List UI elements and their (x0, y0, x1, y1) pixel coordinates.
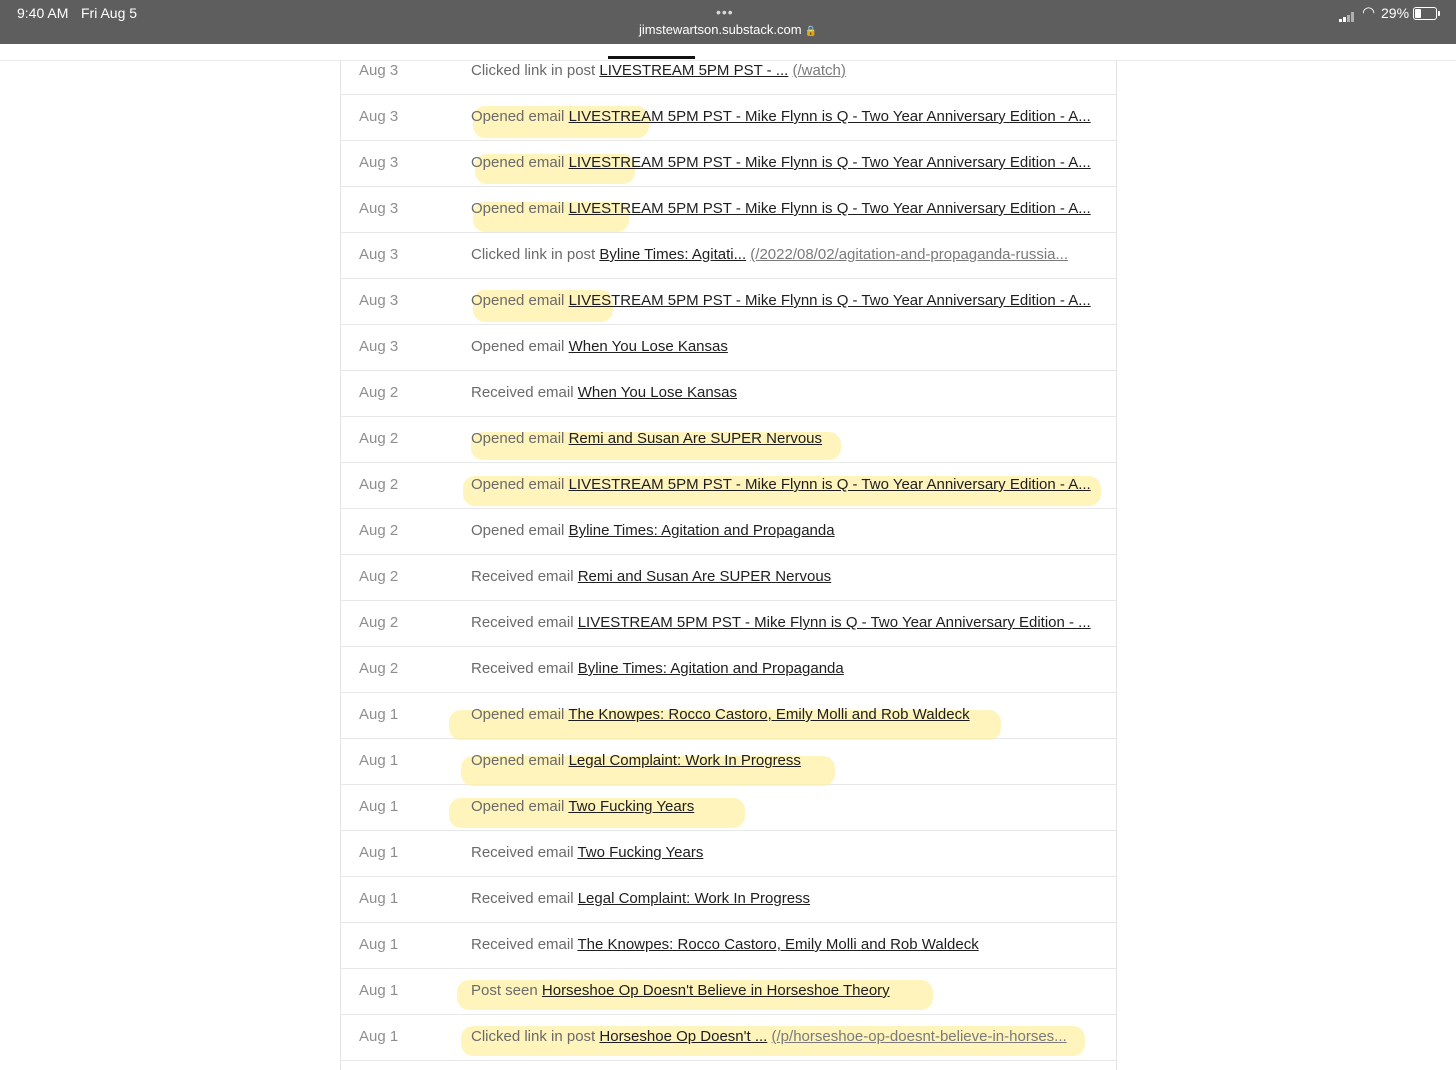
activity-date: Aug 1 (359, 706, 399, 723)
activity-path-link[interactable]: (/watch) (792, 62, 846, 79)
activity-title-link[interactable]: LIVESTREAM 5PM PST - Mike Flynn is Q - Two Year Anniversary Edition - A... (568, 292, 1091, 309)
cellular-signal-icon (1339, 12, 1357, 22)
activity-date: Aug 3 (359, 292, 399, 309)
activity-description (471, 186, 1099, 232)
activity-row (341, 278, 1116, 325)
activity-action: Opened email (471, 338, 565, 355)
activity-date: Aug 1 (359, 1028, 399, 1045)
activity-title-link[interactable]: LIVESTREAM 5PM PST - Mike Flynn is Q - Two Year Anniversary Edition - A... (568, 108, 1091, 125)
activity-action: Received email (471, 568, 574, 585)
activity-date: Aug 2 (359, 568, 399, 585)
activity-title-link[interactable]: Byline Times: Agitation and Propaganda (568, 522, 835, 539)
activity-row (341, 416, 1116, 463)
wifi-icon: ◠ (1362, 4, 1376, 21)
activity-action: Received email (471, 936, 574, 953)
activity-action: Clicked link in post (471, 62, 596, 79)
address-bar[interactable] (0, 22, 1456, 37)
activity-date: Aug 1 (359, 844, 399, 861)
activity-row (341, 692, 1116, 739)
activity-action: Clicked link in post (471, 246, 596, 263)
activity-row (341, 876, 1116, 923)
activity-row (341, 140, 1116, 187)
activity-action: Opened email (471, 752, 565, 769)
activity-action: Opened email (471, 430, 565, 447)
status-time: 9:40 AM (17, 5, 69, 21)
activity-path-link[interactable]: (/p/horseshoe-op-doesnt-believe-in-horses... (771, 1028, 1067, 1045)
activity-action: Opened email (471, 476, 565, 493)
browser-status-bar (0, 0, 1456, 44)
activity-action: Post seen (471, 982, 538, 999)
activity-row (341, 508, 1116, 555)
activity-date: Aug 1 (359, 982, 399, 999)
activity-date: Aug 1 (359, 752, 399, 769)
activity-description (471, 48, 1099, 94)
activity-description (471, 278, 1099, 324)
activity-row (341, 94, 1116, 141)
activity-date: Aug 3 (359, 62, 399, 79)
activity-row (341, 324, 1116, 371)
activity-row (341, 232, 1116, 279)
activity-row (341, 462, 1116, 509)
activity-date: Aug 2 (359, 476, 399, 493)
activity-title-link[interactable]: Horseshoe Op Doesn't Believe in Horseshoe Theory (541, 982, 890, 999)
activity-date: Aug 2 (359, 522, 399, 539)
activity-title-link[interactable]: When You Lose Kansas (577, 384, 738, 401)
activity-path-link[interactable]: (/2022/08/02/agitation-and-propaganda-russia... (750, 246, 1069, 263)
activity-title-link[interactable]: When You Lose Kansas (568, 338, 728, 355)
activity-description (471, 876, 1099, 922)
activity-description (471, 738, 1099, 784)
battery-icon (1413, 7, 1437, 20)
activity-action: Received email (471, 844, 574, 861)
activity-title-link[interactable]: Two Fucking Years (568, 798, 695, 815)
activity-action: Received email (471, 384, 574, 401)
activity-description (471, 646, 1099, 692)
activity-description (471, 508, 1099, 554)
activity-row (341, 646, 1116, 693)
activity-date: Aug 3 (359, 154, 399, 171)
activity-title-link[interactable]: LIVESTREAM 5PM PST - Mike Flynn is Q - Two Year Anniversary Edition - A... (568, 154, 1091, 171)
activity-title-link[interactable]: Legal Complaint: Work In Progress (568, 752, 801, 769)
status-date: Fri Aug 5 (81, 5, 138, 21)
activity-row (341, 600, 1116, 647)
activity-description (471, 692, 1099, 738)
activity-date: Aug 2 (359, 430, 399, 447)
activity-title-link[interactable]: LIVESTREAM 5PM PST - Mike Flynn is Q - Two Year Anniversary Edition - A... (568, 476, 1091, 493)
activity-action: Opened email (471, 292, 565, 309)
activity-description (471, 968, 1099, 1014)
activity-date: Aug 2 (359, 384, 399, 401)
battery-percent: 29% (1381, 5, 1410, 21)
activity-title-link[interactable]: Two Fucking Years (577, 844, 704, 861)
activity-date: Aug 3 (359, 246, 399, 263)
activity-title-link[interactable]: LIVESTREAM 5PM PST - Mike Flynn is Q - Two Year Anniversary Edition - A... (568, 200, 1091, 217)
activity-title-link[interactable]: Byline Times: Agitati... (599, 246, 747, 263)
activity-title-link[interactable]: Horseshoe Op Doesn't ... (599, 1028, 768, 1045)
activity-action: Received email (471, 890, 574, 907)
activity-description (471, 600, 1099, 646)
activity-row (341, 968, 1116, 1015)
activity-action: Opened email (471, 200, 565, 217)
activity-title-link[interactable]: The Knowpes: Rocco Castoro, Emily Molli and Rob Waldeck (568, 706, 970, 723)
activity-row (341, 1014, 1116, 1061)
activity-date: Aug 2 (359, 660, 399, 677)
activity-action: Opened email (471, 706, 565, 723)
activity-date: Aug 3 (359, 108, 399, 125)
activity-description (471, 830, 1099, 876)
activity-row (341, 370, 1116, 417)
activity-description (471, 324, 1099, 370)
activity-action: Opened email (471, 798, 565, 815)
activity-description (471, 94, 1099, 140)
activity-description (471, 370, 1099, 416)
activity-date: Aug 1 (359, 936, 399, 953)
activity-description (471, 922, 1099, 968)
url-text: jimstewartson.substack.com (638, 22, 802, 37)
activity-description (471, 232, 1099, 278)
activity-title-link[interactable]: Remi and Susan Are SUPER Nervous (568, 430, 823, 447)
activity-action: Opened email (471, 522, 565, 539)
activity-description (471, 416, 1099, 462)
activity-description (471, 140, 1099, 186)
activity-date: Aug 1 (359, 890, 399, 907)
activity-action: Opened email (471, 108, 565, 125)
activity-date: Aug 3 (359, 338, 399, 355)
activity-description (471, 1014, 1099, 1060)
activity-row (341, 186, 1116, 233)
activity-action: Received email (471, 660, 574, 677)
activity-title-link[interactable]: LIVESTREAM 5PM PST - ... (599, 62, 789, 79)
activity-description (471, 784, 1099, 830)
activity-row (341, 738, 1116, 785)
activity-title-link[interactable]: LIVESTREAM 5PM PST - Mike Flynn is Q - Two Year Anniversary Edition - ... (577, 614, 1091, 631)
activity-date: Aug 2 (359, 614, 399, 631)
activity-row (341, 830, 1116, 877)
activity-row (341, 922, 1116, 969)
activity-title-link[interactable]: Legal Complaint: Work In Progress (577, 890, 811, 907)
activity-title-link[interactable]: Byline Times: Agitation and Propaganda (577, 660, 844, 677)
activity-date: Aug 1 (359, 798, 399, 815)
activity-row (341, 48, 1116, 95)
activity-description (471, 554, 1099, 600)
activity-action: Received email (471, 614, 574, 631)
activity-row (341, 784, 1116, 831)
activity-action: Clicked link in post (471, 1028, 596, 1045)
multitasking-dots-icon[interactable]: ••• (716, 4, 734, 20)
activity-action: Opened email (471, 154, 565, 171)
lock-icon: 🔒 (804, 26, 817, 37)
activity-title-link[interactable]: The Knowpes: Rocco Castoro, Emily Molli and Rob Waldeck (577, 936, 979, 953)
activity-row (341, 554, 1116, 601)
activity-description (471, 462, 1099, 508)
activity-date: Aug 3 (359, 200, 399, 217)
activity-list (340, 60, 1117, 1070)
activity-title-link[interactable]: Remi and Susan Are SUPER Nervous (577, 568, 832, 585)
